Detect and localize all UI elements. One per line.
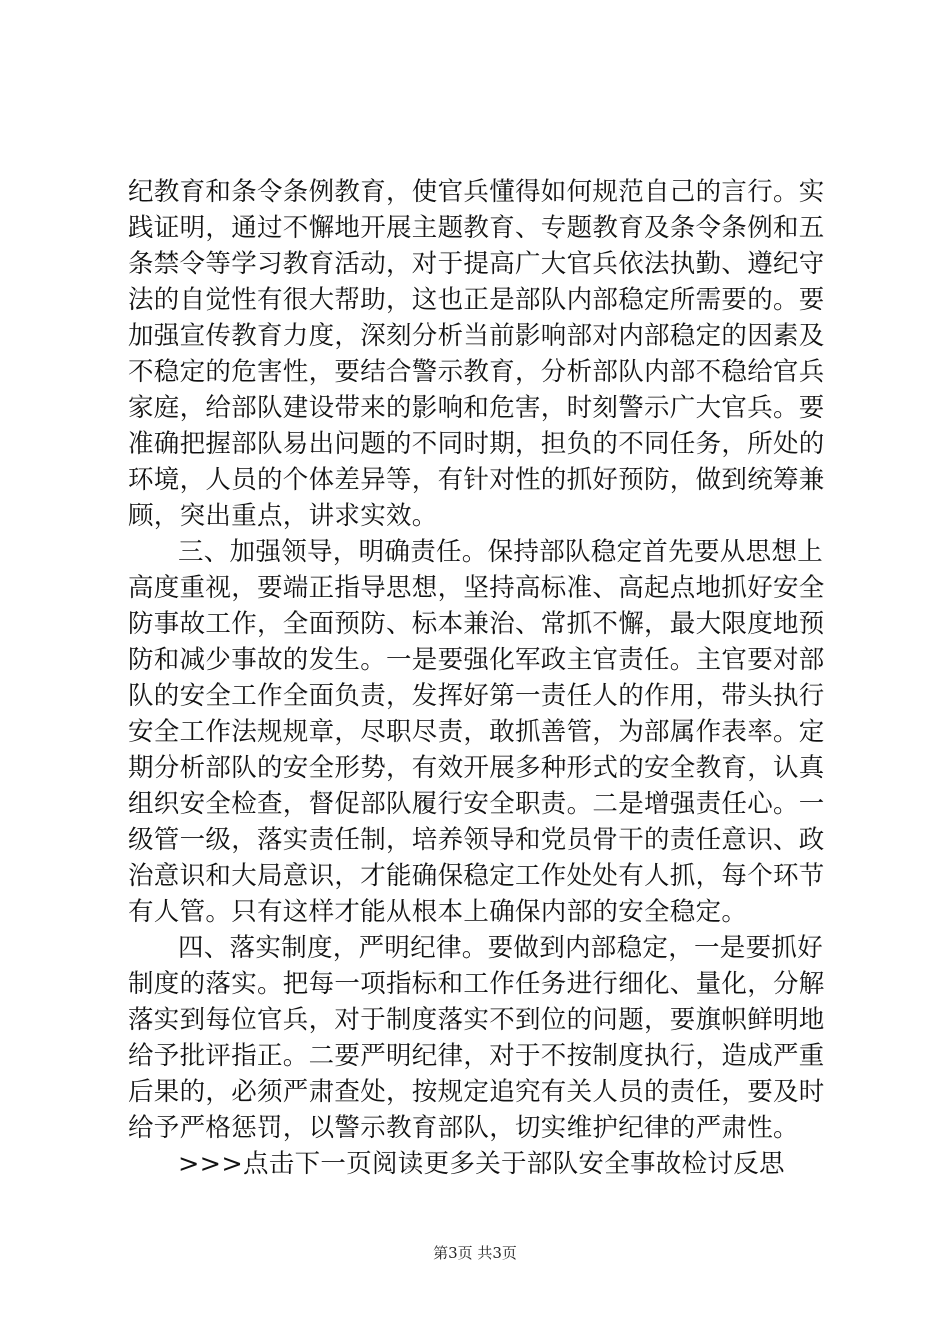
text-line: 高度重视，要端正指导思想，坚持高标准、高起点地抓好安全 [128, 573, 825, 603]
text-line: 准确把握部队易出问题的不同时期，担负的不同任务，所处的 [128, 429, 825, 459]
document-body [128, 174, 834, 1182]
text-line: 法的自觉性有很大帮助，这也正是部队内部稳定所需要的。要 [128, 285, 825, 315]
text-line: 防和减少事故的发生。一是要强化军政主官责任。主官要对部 [128, 645, 825, 675]
text-line: 队的安全工作全面负责，发挥好第一责任人的作用，带头执行 [128, 681, 825, 711]
next-page-link[interactable]: >>>点击下一页阅读更多关于部队安全事故检讨反思 [178, 1149, 785, 1179]
text-line: 防事故工作，全面预防、标本兼治、常抓不懈，最大限度地预 [128, 609, 825, 639]
text-line: 期分析部队的安全形势，有效开展多种形式的安全教育，认真 [128, 753, 825, 783]
text-line: 践证明，通过不懈地开展主题教育、专题教育及条令条例和五 [128, 213, 825, 243]
text-line: 组织安全检查，督促部队履行安全职责。二是增强责任心。一 [128, 789, 825, 819]
text-line: 制度的落实。把每一项指标和工作任务进行细化、量化，分解 [128, 969, 825, 999]
text-line: 环境，人员的个体差异等，有针对性的抓好预防，做到统筹兼 [128, 465, 825, 495]
text-line: 落实到每位官兵，对于制度落实不到位的问题，要旗帜鲜明地 [128, 1005, 825, 1035]
text-line: 级管一级，落实责任制，培养领导和党员骨干的责任意识、政 [128, 825, 825, 855]
text-line: 有人管。只有这样才能从根本上确保内部的安全稳定。 [128, 897, 748, 927]
text-line: 安全工作法规规章，尽职尽责，敢抓善管，为部属作表率。定 [128, 717, 825, 747]
text-line: 家庭，给部队建设带来的影响和危害，时刻警示广大官兵。要 [128, 393, 825, 423]
text-line: 给予严格惩罚，以警示教育部队，切实维护纪律的严肃性。 [128, 1113, 799, 1143]
page-footer: 第3页 共3页 [433, 1244, 517, 1262]
text-line: 顾，突出重点，讲求实效。 [128, 501, 438, 531]
text-line: 后果的，必须严肃查处，按规定追究有关人员的责任，要及时 [128, 1077, 825, 1107]
text-line: 加强宣传教育力度，深刻分析当前影响部对内部稳定的因素及 [128, 321, 825, 351]
text-line: 纪教育和条令条例教育，使官兵懂得如何规范自己的言行。实 [128, 177, 825, 207]
text-line: 不稳定的危害性，要结合警示教育，分析部队内部不稳给官兵 [128, 357, 825, 387]
text-line: 条禁令等学习教育活动，对于提高广大官兵依法执勤、遵纪守 [128, 249, 825, 279]
paragraph-heading-four: 四、落实制度，严明纪律。要做到内部稳定，一是要抓好 [178, 933, 824, 963]
text-line: 治意识和大局意识，才能确保稳定工作处处有人抓，每个环节 [128, 861, 825, 891]
text-line: 给予批评指正。二要严明纪律，对于不按制度执行，造成严重 [128, 1041, 825, 1071]
paragraph-heading-three: 三、加强领导，明确责任。保持部队稳定首先要从思想上 [178, 537, 824, 567]
